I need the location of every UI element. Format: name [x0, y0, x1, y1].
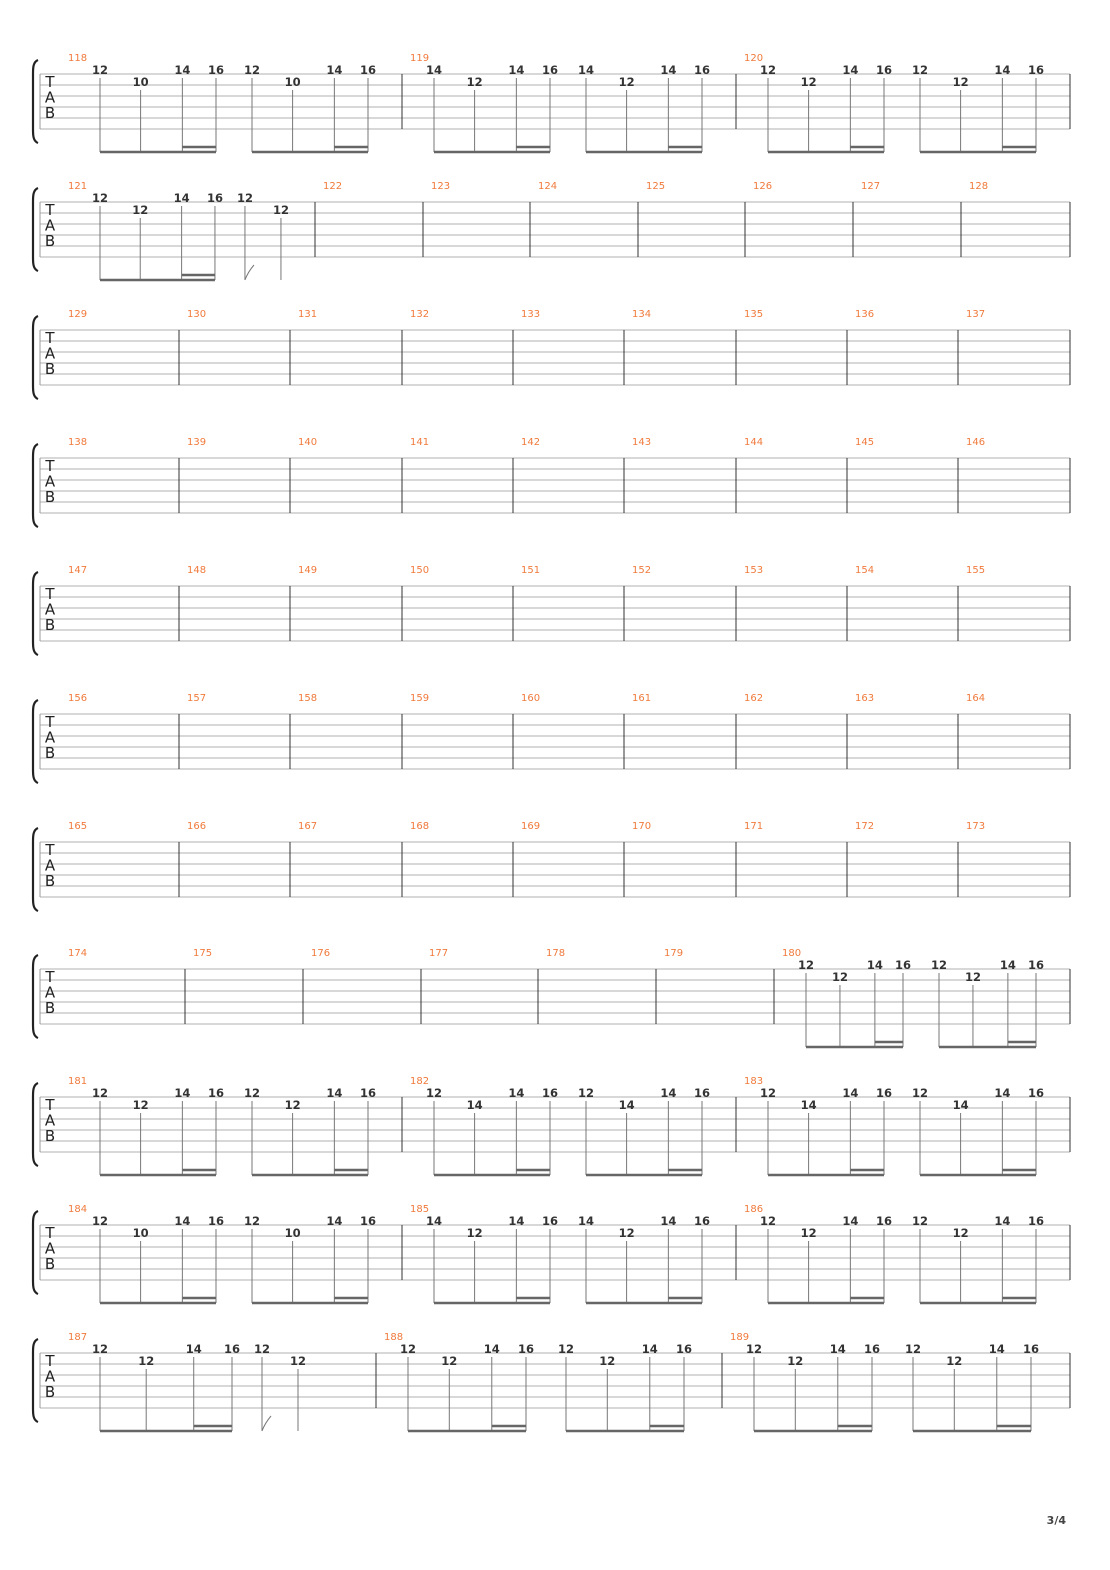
measure-number: 138 — [68, 437, 88, 448]
note-flag — [245, 265, 254, 280]
fret-number: 14 — [577, 1214, 595, 1228]
fret-number: 12 — [930, 958, 948, 972]
measure-number: 136 — [855, 309, 875, 320]
measure-number: 146 — [966, 437, 986, 448]
tab-clef-letter: A — [44, 983, 56, 1002]
measure-number: 151 — [521, 565, 541, 576]
fret-number: 16 — [359, 1214, 377, 1228]
system-bracket — [33, 188, 38, 271]
systems-layer — [33, 53, 1070, 1431]
fret-number: 14 — [866, 958, 883, 972]
measure-number: 144 — [744, 437, 764, 448]
measure-number: 120 — [744, 53, 764, 64]
fret-number: 12 — [91, 1086, 109, 1100]
measure-number: 152 — [632, 565, 652, 576]
tab-system — [33, 565, 1070, 655]
tab-clef-letter: T — [45, 841, 55, 859]
fret-number: 12 — [964, 970, 981, 984]
measure-number: 162 — [744, 693, 764, 704]
fret-number: 14 — [173, 191, 190, 205]
tab-clef-letter: B — [44, 104, 56, 122]
measure-number: 124 — [538, 181, 558, 192]
fret-number: 14 — [508, 63, 525, 77]
measure-number: 127 — [861, 181, 881, 192]
fret-number: 14 — [618, 1098, 635, 1112]
tab-clef-letter: B — [44, 1255, 56, 1273]
fret-number: 14 — [994, 1214, 1011, 1228]
fret-number: 12 — [289, 1354, 307, 1368]
tab-system — [33, 309, 1070, 399]
tab-clef-letter: T — [45, 73, 55, 91]
tab-clef-letter: A — [44, 88, 56, 107]
fret-number: 14 — [660, 1214, 677, 1228]
system-bracket — [33, 444, 38, 527]
fret-number: 12 — [911, 63, 929, 77]
system-bracket — [33, 60, 38, 143]
fret-number: 12 — [759, 1086, 777, 1100]
fret-number: 16 — [1027, 1214, 1045, 1228]
measure-number: 122 — [323, 181, 343, 192]
tab-system — [33, 53, 1070, 152]
fret-number: 14 — [999, 958, 1016, 972]
tab-clef-letter: T — [45, 1096, 55, 1114]
fret-number: 12 — [399, 1342, 417, 1356]
fret-number: 12 — [253, 1342, 271, 1356]
fret-number: 14 — [508, 1086, 525, 1100]
fret-number: 12 — [800, 75, 817, 89]
fret-number: 14 — [326, 63, 343, 77]
fret-number: 16 — [207, 1086, 225, 1100]
fret-number: 12 — [952, 1226, 969, 1240]
measure — [410, 53, 736, 152]
measure-number: 126 — [753, 181, 773, 192]
tab-clef-letter: A — [44, 344, 56, 363]
fret-number: 12 — [946, 1354, 963, 1368]
fret-number: 12 — [577, 1086, 595, 1100]
system-bracket — [33, 828, 38, 911]
tab-clef-letter: A — [44, 856, 56, 875]
tab-clef-letter: B — [44, 232, 56, 250]
measure — [68, 1332, 376, 1431]
fret-number: 12 — [441, 1354, 458, 1368]
tab-system — [33, 693, 1070, 783]
fret-number: 16 — [693, 1086, 711, 1100]
measure-number: 139 — [187, 437, 207, 448]
system-bracket — [33, 1083, 38, 1166]
measure — [744, 53, 1070, 152]
fret-number: 12 — [132, 203, 149, 217]
fret-number: 14 — [660, 1086, 677, 1100]
measure-number: 166 — [187, 821, 207, 832]
fret-number: 16 — [207, 63, 225, 77]
fret-number: 12 — [904, 1342, 922, 1356]
measure-number: 170 — [632, 821, 652, 832]
fret-number: 12 — [425, 1086, 443, 1100]
fret-number: 14 — [829, 1342, 846, 1356]
fret-number: 12 — [91, 1214, 109, 1228]
quarter-note — [290, 1354, 306, 1431]
measure-number: 154 — [855, 565, 875, 576]
fret-number: 12 — [759, 63, 777, 77]
tab-clef-letter: T — [45, 1352, 55, 1370]
fret-number: 12 — [800, 1226, 817, 1240]
fret-number: 12 — [284, 1098, 301, 1112]
measure-number: 187 — [68, 1332, 88, 1343]
measure-number: 178 — [546, 948, 566, 959]
fret-number: 16 — [1027, 958, 1045, 972]
fret-number: 16 — [359, 1086, 377, 1100]
system-bracket — [33, 316, 38, 399]
fret-number: 12 — [91, 63, 109, 77]
fret-number: 14 — [174, 1214, 191, 1228]
tab-clef-letter: A — [44, 1239, 56, 1258]
fret-number: 14 — [174, 1086, 191, 1100]
measure-number: 177 — [429, 948, 449, 959]
measure-number: 155 — [966, 565, 986, 576]
fret-number: 16 — [894, 958, 912, 972]
fret-number: 12 — [618, 75, 635, 89]
fret-number: 16 — [207, 1214, 225, 1228]
measure — [730, 1332, 1070, 1431]
tab-clef-letter: T — [45, 329, 55, 347]
fret-number: 12 — [466, 1226, 483, 1240]
fret-number: 16 — [693, 1214, 711, 1228]
fret-number: 16 — [206, 191, 223, 205]
tab-clef-letter: B — [44, 1127, 56, 1145]
measure-number: 130 — [187, 309, 207, 320]
system-bracket — [33, 700, 38, 783]
measure-number: 181 — [68, 1076, 88, 1087]
fret-number: 12 — [132, 1098, 149, 1112]
fret-number: 12 — [797, 958, 815, 972]
tab-system — [33, 1332, 1070, 1431]
tab-system — [33, 1076, 1070, 1175]
tab-clef-letter: A — [44, 216, 56, 235]
measure-number: 159 — [410, 693, 430, 704]
fret-number: 16 — [875, 63, 893, 77]
fret-number: 16 — [875, 1086, 893, 1100]
fret-number: 12 — [599, 1354, 616, 1368]
tab-clef-letter: A — [44, 728, 56, 747]
measure — [410, 1204, 736, 1303]
tab-clef-letter: B — [44, 360, 56, 378]
measure — [410, 1076, 736, 1175]
measure — [744, 1204, 1070, 1303]
measure-number: 123 — [431, 181, 451, 192]
tab-clef-letter: B — [44, 872, 56, 890]
fret-number: 14 — [326, 1214, 343, 1228]
measure — [384, 1332, 722, 1431]
fret-number: 12 — [952, 75, 969, 89]
system-bracket — [33, 1211, 38, 1294]
measure-number: 169 — [521, 821, 541, 832]
fret-number: 16 — [1027, 63, 1045, 77]
system-bracket — [33, 1339, 38, 1422]
measure-number: 172 — [855, 821, 875, 832]
tab-clef-letter: T — [45, 968, 55, 986]
fret-number: 14 — [577, 63, 595, 77]
measure-number: 168 — [410, 821, 430, 832]
tab-system — [33, 437, 1070, 527]
measure-number: 140 — [298, 437, 318, 448]
measure-number: 147 — [68, 565, 88, 576]
measure-number: 179 — [664, 948, 684, 959]
system-bracket — [33, 955, 38, 1038]
measure-number: 135 — [744, 309, 764, 320]
fret-number: 12 — [243, 1086, 261, 1100]
fret-number: 14 — [425, 63, 443, 77]
fret-number: 14 — [842, 1086, 859, 1100]
measure-number: 174 — [68, 948, 88, 959]
tab-clef-letter: T — [45, 713, 55, 731]
measure-number: 133 — [521, 309, 541, 320]
fret-number: 14 — [952, 1098, 969, 1112]
fret-number: 12 — [91, 1342, 109, 1356]
fret-number: 12 — [911, 1214, 929, 1228]
measure-number: 153 — [744, 565, 764, 576]
measure — [68, 53, 402, 152]
fret-number: 12 — [831, 970, 848, 984]
measure-number: 176 — [311, 948, 331, 959]
fret-number: 12 — [272, 203, 289, 217]
fret-number: 14 — [174, 63, 191, 77]
fret-number: 14 — [508, 1214, 525, 1228]
fret-number: 14 — [842, 1214, 859, 1228]
measure-number: 129 — [68, 309, 88, 320]
measure-number: 189 — [730, 1332, 750, 1343]
quarter-note — [273, 203, 289, 280]
tab-clef-letter: T — [45, 1224, 55, 1242]
fret-number: 14 — [842, 63, 859, 77]
fret-number: 14 — [660, 63, 677, 77]
measure-number: 171 — [744, 821, 764, 832]
measure-number: 128 — [969, 181, 989, 192]
tab-system — [33, 181, 1070, 280]
measure-number: 157 — [187, 693, 207, 704]
measure-number: 185 — [410, 1204, 430, 1215]
measure-number: 148 — [187, 565, 207, 576]
tab-clef-letter: B — [44, 744, 56, 762]
measure-number: 161 — [632, 693, 652, 704]
fret-number: 16 — [541, 1214, 559, 1228]
measure-number: 149 — [298, 565, 318, 576]
fret-number: 12 — [243, 1214, 261, 1228]
fret-number: 16 — [541, 63, 559, 77]
fret-number: 10 — [284, 1226, 301, 1240]
measure-number: 131 — [298, 309, 318, 320]
fret-number: 16 — [693, 63, 711, 77]
fret-number: 14 — [994, 1086, 1011, 1100]
measure — [744, 1076, 1070, 1175]
tab-clef-letter: B — [44, 616, 56, 634]
measure-number: 142 — [521, 437, 541, 448]
fret-number: 12 — [236, 191, 253, 205]
fret-number: 12 — [618, 1226, 635, 1240]
fret-number: 14 — [988, 1342, 1005, 1356]
measure-number: 160 — [521, 693, 541, 704]
fret-number: 16 — [517, 1342, 535, 1356]
fret-number: 12 — [243, 63, 261, 77]
tab-clef-letter: T — [45, 201, 55, 219]
system-bracket — [33, 572, 38, 655]
tab-system — [33, 1204, 1070, 1303]
tab-system — [33, 821, 1070, 911]
fret-number: 14 — [185, 1342, 202, 1356]
fret-number: 14 — [483, 1342, 500, 1356]
measure-number: 125 — [646, 181, 666, 192]
measure-number: 173 — [966, 821, 986, 832]
fret-number: 14 — [641, 1342, 658, 1356]
measure-number: 156 — [68, 693, 88, 704]
fret-number: 12 — [759, 1214, 777, 1228]
fret-number: 16 — [875, 1214, 893, 1228]
fret-number: 10 — [132, 1226, 149, 1240]
measure-number: 141 — [410, 437, 430, 448]
tab-clef-letter: A — [44, 1111, 56, 1130]
fret-number: 12 — [745, 1342, 763, 1356]
fret-number: 16 — [1022, 1342, 1040, 1356]
tab-clef-letter: T — [45, 585, 55, 603]
measure-number: 143 — [632, 437, 652, 448]
fret-number: 12 — [787, 1354, 804, 1368]
fret-number: 16 — [223, 1342, 241, 1356]
tab-system — [33, 948, 1070, 1047]
fret-number: 16 — [359, 63, 377, 77]
fret-number: 12 — [466, 75, 483, 89]
measure — [782, 948, 1070, 1047]
measure-number: 188 — [384, 1332, 404, 1343]
tab-clef-letter: B — [44, 1383, 56, 1401]
fret-number: 14 — [466, 1098, 483, 1112]
note-flag — [262, 1416, 271, 1431]
tab-clef-letter: B — [44, 999, 56, 1017]
measure-number: 163 — [855, 693, 875, 704]
fret-number: 10 — [132, 75, 149, 89]
tab-clef-letter: A — [44, 1367, 56, 1386]
fret-number: 16 — [541, 1086, 559, 1100]
fret-number: 12 — [557, 1342, 575, 1356]
fret-number: 12 — [91, 191, 109, 205]
fret-number: 12 — [138, 1354, 155, 1368]
measure-number: 118 — [68, 53, 88, 64]
measure-number: 164 — [966, 693, 986, 704]
measure — [68, 1204, 402, 1303]
tab-clef-letter: B — [44, 488, 56, 506]
measure-number: 137 — [966, 309, 986, 320]
measure-number: 121 — [68, 181, 88, 192]
page-number: 3/4 — [1046, 1514, 1066, 1527]
fret-number: 14 — [800, 1098, 817, 1112]
measure-number: 184 — [68, 1204, 88, 1215]
measure-number: 186 — [744, 1204, 764, 1215]
fret-number: 14 — [425, 1214, 443, 1228]
measure — [68, 1076, 402, 1175]
fret-number: 16 — [675, 1342, 693, 1356]
tab-clef-letter: A — [44, 600, 56, 619]
fret-number: 14 — [994, 63, 1011, 77]
measure-number: 132 — [410, 309, 430, 320]
fret-number: 12 — [911, 1086, 929, 1100]
measure-number: 182 — [410, 1076, 430, 1087]
measure-number: 175 — [193, 948, 213, 959]
measure-number: 165 — [68, 821, 88, 832]
fret-number: 16 — [863, 1342, 881, 1356]
measure-number: 145 — [855, 437, 875, 448]
tab-clef-letter: T — [45, 457, 55, 475]
fret-number: 16 — [1027, 1086, 1045, 1100]
measure-number: 134 — [632, 309, 652, 320]
measure — [68, 181, 315, 280]
measure-number: 150 — [410, 565, 430, 576]
fret-number: 10 — [284, 75, 301, 89]
measure-number: 180 — [782, 948, 802, 959]
measure-number: 119 — [410, 53, 430, 64]
measure-number: 158 — [298, 693, 318, 704]
measure-number: 183 — [744, 1076, 764, 1087]
measure-number: 167 — [298, 821, 318, 832]
tab-clef-letter: A — [44, 472, 56, 491]
fret-number: 14 — [326, 1086, 343, 1100]
